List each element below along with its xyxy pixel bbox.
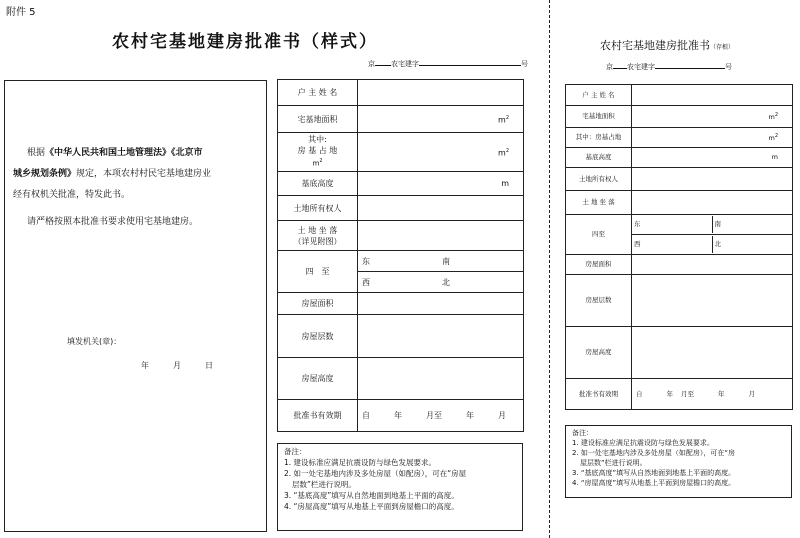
validity-value: 自 年 月至 年 月	[358, 400, 524, 432]
document-number	[368, 58, 528, 69]
stub-title: 农村宅基地建房批准书（存根）	[600, 39, 735, 52]
stub-base-height-unit: m	[632, 148, 793, 168]
house-area-value	[358, 293, 524, 315]
stub-owner-value	[632, 85, 793, 106]
house-floors-label: 房屋层数	[278, 315, 358, 358]
docno-mid: 农宅建字	[391, 60, 419, 68]
stub-house-base-label: 其中：房基占地	[566, 128, 632, 148]
cut-line	[549, 0, 550, 538]
stub-base-height-label: 基底高度	[566, 148, 632, 168]
stub-document-number: 京 农宅建字 号	[606, 63, 732, 71]
approval-statement-box	[4, 80, 267, 532]
stub-validity-value: 自 年 月至 年 月	[632, 379, 793, 410]
issue-date: 年 月 日	[141, 361, 213, 370]
stub-house-base-unit: $m^2$	[632, 128, 793, 148]
stub-house-floors-value	[632, 275, 793, 327]
house-area-label: 房屋面积	[278, 293, 358, 315]
attachment-label: 附件 5	[6, 7, 36, 18]
stub-homestead-area-unit: $m^2$	[632, 106, 793, 128]
page-title: 农村宅基地建房批准书（样式）	[112, 32, 378, 52]
approval-table	[277, 79, 524, 432]
stub-house-area-label: 房屋面积	[566, 255, 632, 275]
note-2-cont: 层数”栏进行说明。	[292, 480, 356, 489]
stub-boundary-west-north: 西 北	[632, 235, 793, 255]
boundaries-label: 四 至	[278, 251, 358, 293]
stub-boundary-east-south: 东 南	[632, 215, 793, 235]
stub-land-owner-label: 土地所有权人	[566, 168, 632, 191]
stub-note-2-cont: 屋层数”栏进行说明。	[580, 459, 647, 467]
stub-notes-title: 备注：	[572, 429, 593, 437]
land-location-value	[358, 221, 524, 251]
statement-line-2: 城乡规划条例》规定，本项农村村民宅基地建房业	[13, 169, 212, 179]
stub-land-location-label: 土 地 坐 落	[566, 191, 632, 215]
stub-homestead-area-label: 宅基地面积	[566, 106, 632, 128]
stub-house-height-value	[632, 327, 793, 379]
main-notes	[277, 443, 523, 531]
owner-label: 户 主 姓 名	[278, 80, 358, 106]
base-height-label: 基底高度	[278, 172, 358, 196]
house-base-unit-under: $m^2$	[312, 158, 323, 168]
issuer-label: 填发机关(章)：	[67, 337, 122, 346]
validity-label: 批准书有效期	[278, 400, 358, 432]
house-base-label: 其中: 房 基 占 地 $m^2$	[278, 133, 358, 172]
house-height-label: 房屋高度	[278, 358, 358, 400]
land-location-label: 土 地 坐 落 （详见附图）	[278, 221, 358, 251]
statement-line-1: 根据《中华人民共和国土地管理法》《北京市	[27, 148, 203, 158]
statement-line-4: 请严格按照本批准书要求使用宅基地建房。	[27, 217, 199, 227]
stub-note-3: 3. “基底高度”填写从自然地面到地基上平面的高度。	[572, 469, 736, 477]
stub-note-2: 2. 如一处宅基地内涉及多处房屋（如配房），可在“房	[572, 449, 736, 457]
note-2: 2. 如一处宅基地内涉及多处房屋（如配房），可在“房屋	[284, 469, 467, 478]
land-owner-value	[358, 196, 524, 221]
boundary-west-north: 西 北	[358, 272, 524, 293]
house-floors-value	[358, 315, 524, 358]
stub-house-height-label: 房屋高度	[566, 327, 632, 379]
notes-title: 备注：	[284, 447, 307, 456]
statement-line-3: 经有权机关批准，特发此书。	[13, 190, 131, 200]
stub-land-location-value	[632, 191, 793, 215]
house-base-unit: $m^2$	[358, 133, 524, 172]
house-height-value	[358, 358, 524, 400]
stub-note-1: 1. 建设标准应满足抗震设防与绿色发展要求。	[572, 439, 714, 447]
stub-house-floors-label: 房屋层数	[566, 275, 632, 327]
stub-notes	[565, 425, 792, 498]
docno-suffix: 号	[521, 60, 528, 68]
boundary-east-south: 东 南	[358, 251, 524, 272]
note-1: 1. 建设标准应满足抗震设防与绿色发展要求。	[284, 458, 437, 467]
land-owner-label: 土地所有权人	[278, 196, 358, 221]
stub-boundaries-label: 四至	[566, 215, 632, 255]
note-3: 3. “基底高度”填写从自然地面到地基上平面的高度。	[284, 491, 459, 500]
docno-prefix: 京	[368, 60, 375, 68]
homestead-area-label: 宅基地面积	[278, 106, 358, 133]
stub-table	[565, 84, 793, 410]
stub-validity-label: 批准书有效期	[566, 379, 632, 410]
base-height-unit: m	[358, 172, 524, 196]
owner-value	[358, 80, 524, 106]
stub-note-4: 4. “房屋高度”填写从地基上平面到房屋檐口的高度。	[572, 479, 736, 487]
stub-land-owner-value	[632, 168, 793, 191]
stub-house-area-value	[632, 255, 793, 275]
note-4: 4. “房屋高度”填写从地基上平面到房屋檐口的高度。	[284, 502, 459, 511]
homestead-area-unit: $m^2$	[358, 106, 524, 133]
stub-owner-label: 户 主 姓 名	[566, 85, 632, 106]
